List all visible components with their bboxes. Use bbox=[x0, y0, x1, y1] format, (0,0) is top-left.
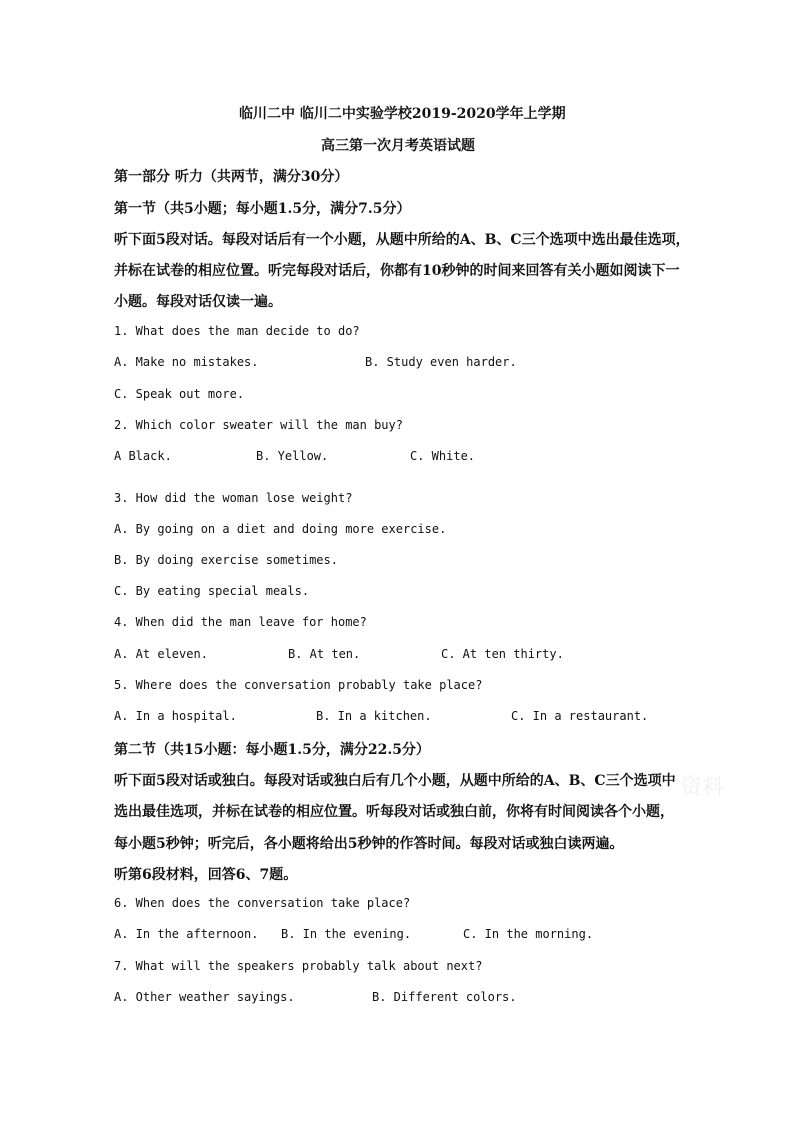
question-5: 5. Where does the conversation probably take place? bbox=[114, 678, 483, 692]
q6-option-a: A. In the afternoon. bbox=[114, 927, 259, 941]
q1-option-c: C. Speak out more. bbox=[114, 387, 245, 401]
question-4: 4. When did the man leave for home? bbox=[114, 615, 367, 629]
q3-option-c: C. By eating special meals. bbox=[114, 584, 310, 598]
q2-option-a: A Black. bbox=[114, 449, 172, 463]
section2-instruction-line: 每小题5秒钟；听完后，各小题将给出5秒钟的作答时间。每段对话或独白读两遍。 bbox=[114, 836, 624, 852]
section2-instruction-line: 选出最佳选项，并标在试卷的相应位置。听每段对话或独白前，你将有时间阅读各个小题， bbox=[114, 804, 674, 820]
question-6: 6. When does the conversation take place? bbox=[114, 896, 411, 910]
section1-instruction-line: 并标在试卷的相应位置。听完每段对话后，你都有10秒钟的时间来回答有关小题如阅读下一 bbox=[114, 263, 680, 279]
q3-option-a: A. By going on a diet and doing more exercise. bbox=[114, 522, 447, 536]
material-note: 听第6段材料，回答6、7题。 bbox=[114, 867, 298, 883]
q4-option-a: A. At eleven. bbox=[114, 647, 208, 661]
section1-instruction-line: 听下面5段对话。每段对话后有一个小题，从题中所给的A、B、C三个选项中选出最佳选项， bbox=[114, 232, 690, 248]
question-2: 2. Which color sweater will the man buy? bbox=[114, 418, 403, 432]
q1-option-a: A. Make no mistakes. bbox=[114, 355, 259, 369]
section1-instruction-line: 小题。每段对话仅读一遍。 bbox=[114, 294, 282, 310]
q3-option-b: B. By doing exercise sometimes. bbox=[114, 553, 338, 567]
part1-heading: 第一部分 听力（共两节，满分30分） bbox=[114, 169, 349, 185]
q5-option-c: C. In a restaurant. bbox=[511, 709, 649, 723]
q7-option-a: A. Other weather sayings. bbox=[114, 990, 295, 1004]
question-1: 1. What does the man decide to do? bbox=[114, 324, 360, 338]
q1-option-b: B. Study even harder. bbox=[365, 355, 517, 369]
q7-option-b: B. Different colors. bbox=[372, 990, 517, 1004]
q4-option-c: C. At ten thirty. bbox=[441, 647, 564, 661]
page-subtitle: 高三第一次月考英语试题 bbox=[321, 138, 475, 154]
q5-option-a: A. In a hospital. bbox=[114, 709, 237, 723]
section2-instruction-line: 听下面5段对话或独白。每段对话或独白后有几个小题，从题中所给的A、B、C三个选项中 bbox=[114, 773, 676, 789]
q2-option-b: B. Yellow. bbox=[256, 449, 329, 463]
q2-option-c: C. White. bbox=[410, 449, 476, 463]
question-7: 7. What will the speakers probably talk about next? bbox=[114, 959, 483, 973]
q4-option-b: B. At ten. bbox=[288, 647, 361, 661]
watermark: 资料 bbox=[680, 775, 725, 800]
question-3: 3. How did the woman lose weight? bbox=[114, 491, 353, 505]
section1-heading: 第一节（共5小题；每小题1.5分，满分7.5分） bbox=[114, 201, 411, 217]
q6-option-b: B. In the evening. bbox=[281, 927, 412, 941]
page-title: 临川二中 临川二中实验学校2019-2020学年上学期 bbox=[239, 106, 566, 122]
section2-heading: 第二节（共15小题：每小题1.5分，满分22.5分） bbox=[114, 742, 430, 758]
q5-option-b: B. In a kitchen. bbox=[316, 709, 432, 723]
q6-option-c: C. In the morning. bbox=[463, 927, 594, 941]
